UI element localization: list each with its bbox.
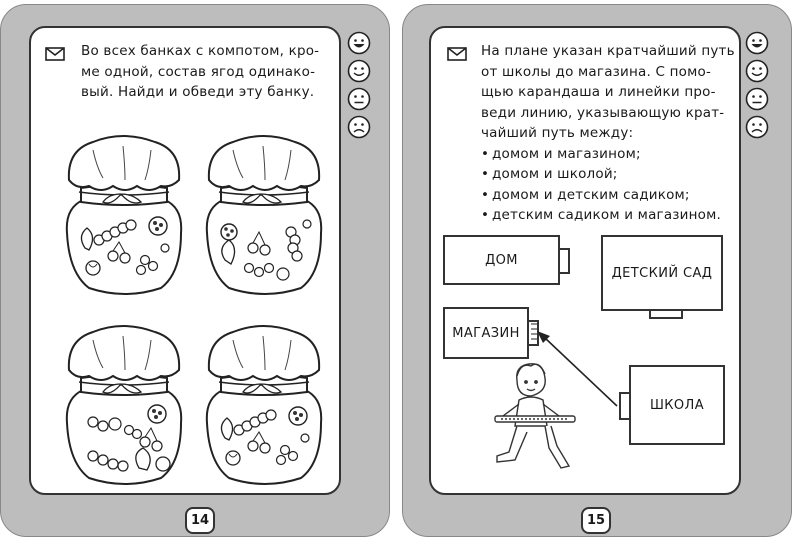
boy-figure (495, 364, 575, 468)
building-kindergarten-label: ДЕТСКИЙ САД (611, 265, 713, 281)
bullet-item: • детским садиком и магазином. (481, 205, 737, 226)
map-drawing (431, 28, 743, 497)
task-line: веди линию, указывающую крат- (481, 104, 725, 121)
smile-face-icon[interactable] (347, 59, 371, 83)
task-line: вый. Найди и обведи эту банку. (81, 84, 315, 100)
left-task-card (29, 26, 341, 495)
bullet-item: • домом и школой; (481, 164, 737, 185)
task-line: чайший путь между: (481, 125, 634, 141)
happy-face-icon[interactable] (745, 31, 769, 55)
sad-face-icon[interactable] (347, 115, 371, 139)
task-line: щью карандаша и линейки про- (481, 84, 716, 100)
task-line: Во всех банках с компотом, кро- (81, 43, 320, 59)
task-line: от школы до магазина. С помо- (481, 63, 712, 80)
bullet-item: • домом и магазином; (481, 144, 737, 165)
jar-4 (207, 326, 321, 484)
page-number: 14 (185, 507, 215, 534)
building-home-label: ДОМ (485, 252, 518, 268)
jar-1 (67, 136, 181, 294)
task-line: На плане указан кратчайший путь (481, 43, 735, 59)
jar-drawings (31, 28, 343, 497)
shop-door-stripes (531, 324, 537, 339)
task-line: ме одной, состав ягод одинако- (81, 63, 316, 80)
path-arrow (537, 331, 617, 406)
right-page (402, 4, 792, 537)
page-number: 15 (581, 507, 611, 534)
right-task-card (429, 26, 741, 495)
sad-face-icon[interactable] (745, 115, 769, 139)
mood-faces (745, 31, 771, 143)
left-page (0, 4, 390, 537)
mood-faces (347, 31, 373, 143)
smile-face-icon[interactable] (745, 59, 769, 83)
building-school-label: ШКОЛА (649, 397, 705, 413)
happy-face-icon[interactable] (347, 31, 371, 55)
neutral-face-icon[interactable] (745, 87, 769, 111)
jar-2 (207, 136, 321, 294)
neutral-face-icon[interactable] (347, 87, 371, 111)
building-shop-label: МАГАЗИН (452, 325, 520, 341)
bullet-item: • домом и детским садиком; (481, 185, 737, 206)
jar-3 (67, 326, 181, 484)
